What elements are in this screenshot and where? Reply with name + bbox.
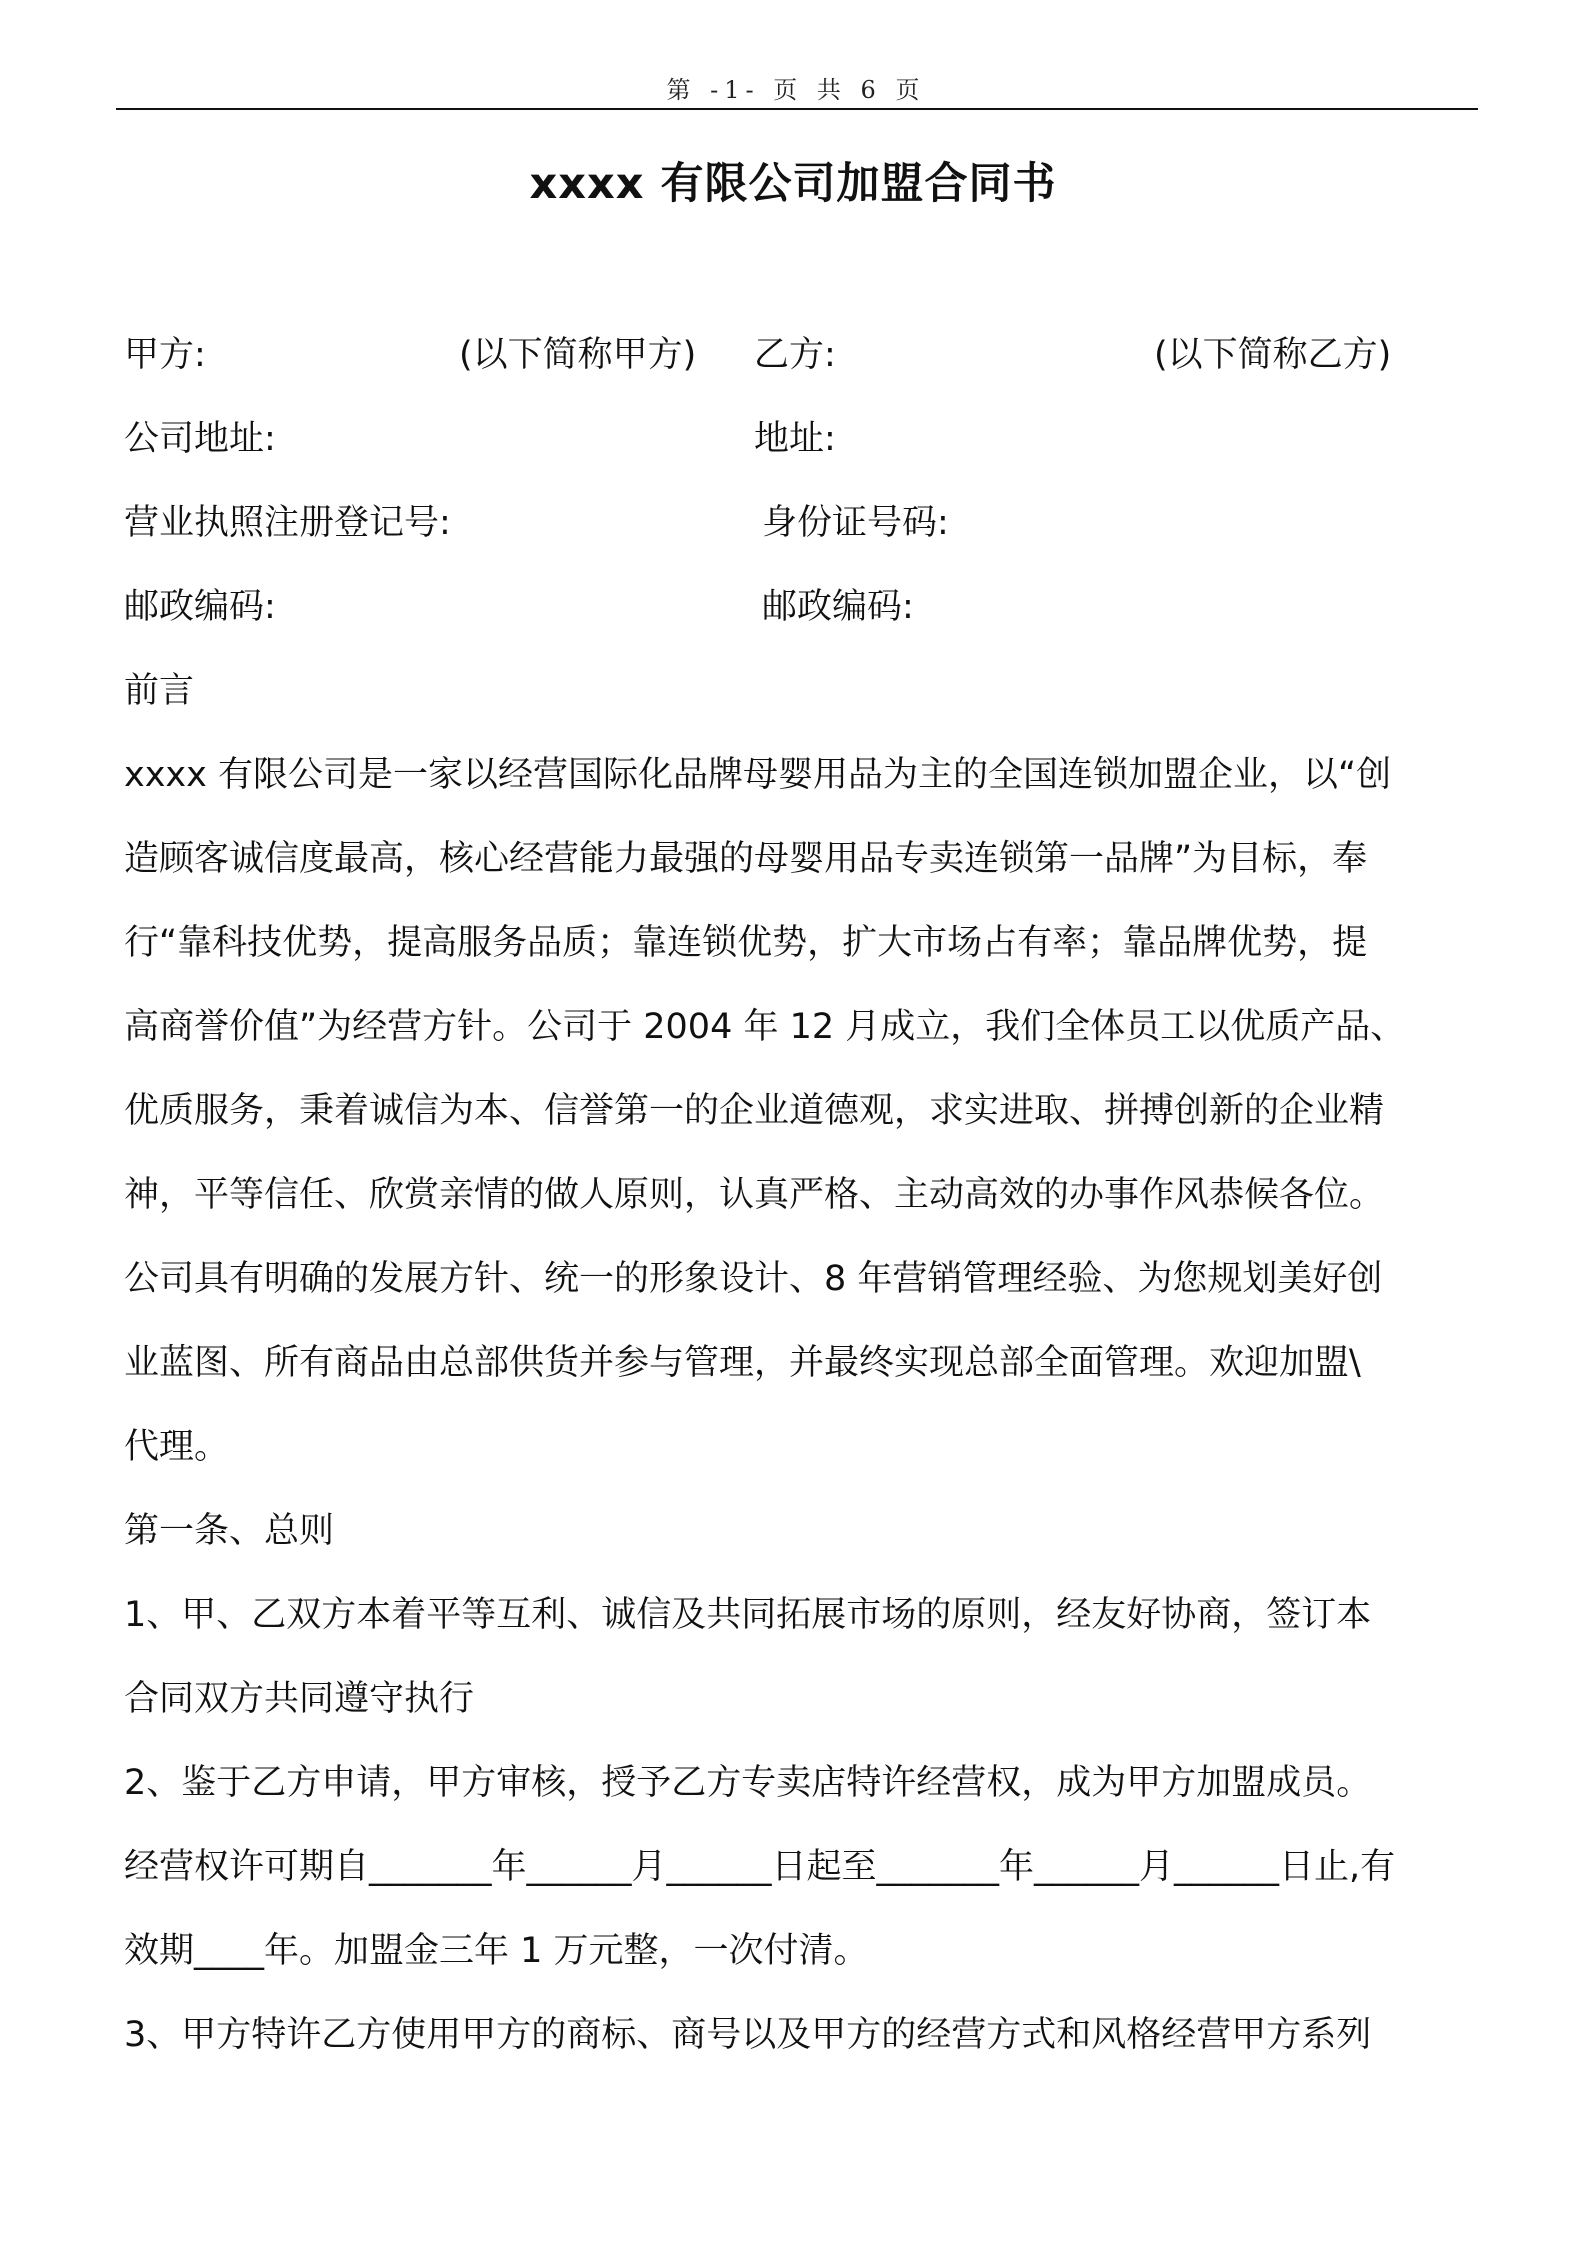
article-line: 效期____年。加盟金三年 1 万元整，一次付清。 [124, 1931, 869, 1971]
article-1-heading: 第一条、总则 [124, 1511, 335, 1551]
article-1-section [124, 1506, 1480, 2094]
header-divider [116, 108, 1478, 110]
party-a-note: (以下简称甲方) [459, 335, 697, 375]
id-number-label: 身份证号码: [762, 503, 949, 543]
party-a-label: 甲方: [124, 335, 206, 375]
preface-line: 神，平等信任、欣赏亲情的做人原则，认真严格、主动高效的办事作风恭候各位。 [124, 1175, 1385, 1215]
party-b-label: 乙方: [754, 335, 836, 375]
party-row-postcode [124, 582, 914, 632]
preface-line: xxxx 有限公司是一家以经营国际化品牌母婴用品为主的全国连锁加盟企业，以“创 [124, 755, 1392, 795]
article-line: 1、甲、乙双方本着平等互利、诚信及共同拓展市场的原则，经友好协商，签订本 [124, 1595, 1372, 1635]
postcode-b-label: 邮政编码: [762, 587, 914, 627]
preface-section [124, 666, 1480, 1506]
article-line: 2、鉴于乙方申请，甲方审核，授予乙方专卖店特许经营权，成为甲方加盟成员。 [124, 1763, 1372, 1803]
page-number-label: 第 -1- 页 共 6 页 [666, 76, 926, 104]
page-header [116, 70, 1476, 108]
preface-line: 行“靠科技优势，提高服务品质；靠连锁优势，扩大市场占有率；靠品牌优势，提 [124, 923, 1368, 963]
preface-line: 业蓝图、所有商品由总部供货并参与管理，并最终实现总部全面管理。欢迎加盟\ [124, 1343, 1361, 1383]
company-address-label: 公司地址: [124, 419, 276, 459]
license-number-label: 营业执照注册登记号: [124, 503, 451, 543]
address-label: 地址: [754, 419, 836, 459]
article-line: 经营权许可期自_______年______月______日起至_______年______月______日止,有 [124, 1847, 1396, 1887]
preface-heading: 前言 [124, 671, 195, 711]
party-row-address [124, 414, 836, 464]
party-row-license [124, 498, 949, 548]
document-title: xxxx 有限公司加盟合同书 [529, 159, 1057, 209]
preface-line: 公司具有明确的发展方针、统一的形象设计、8 年营销管理经验、为您规划美好创 [124, 1259, 1383, 1299]
postcode-a-label: 邮政编码: [124, 587, 276, 627]
party-row-names [124, 330, 1392, 380]
preface-line: 优质服务，秉着诚信为本、信誉第一的企业道德观，求实进取、拼搏创新的企业精 [124, 1091, 1385, 1131]
article-line: 合同双方共同遵守执行 [124, 1679, 475, 1719]
preface-line: 代理。 [124, 1427, 230, 1467]
preface-line: 高商誉价值”为经营方针。公司于 2004 年 12 月成立，我们全体员工以优质产品、 [124, 1007, 1406, 1047]
preface-line: 造顾客诚信度最高，核心经营能力最强的母婴用品专卖连锁第一品牌”为目标，奉 [124, 839, 1368, 879]
party-b-note: (以下简称乙方) [1154, 335, 1392, 375]
article-line: 3、甲方特许乙方使用甲方的商标、商号以及甲方的经营方式和风格经营甲方系列 [124, 2015, 1372, 2055]
